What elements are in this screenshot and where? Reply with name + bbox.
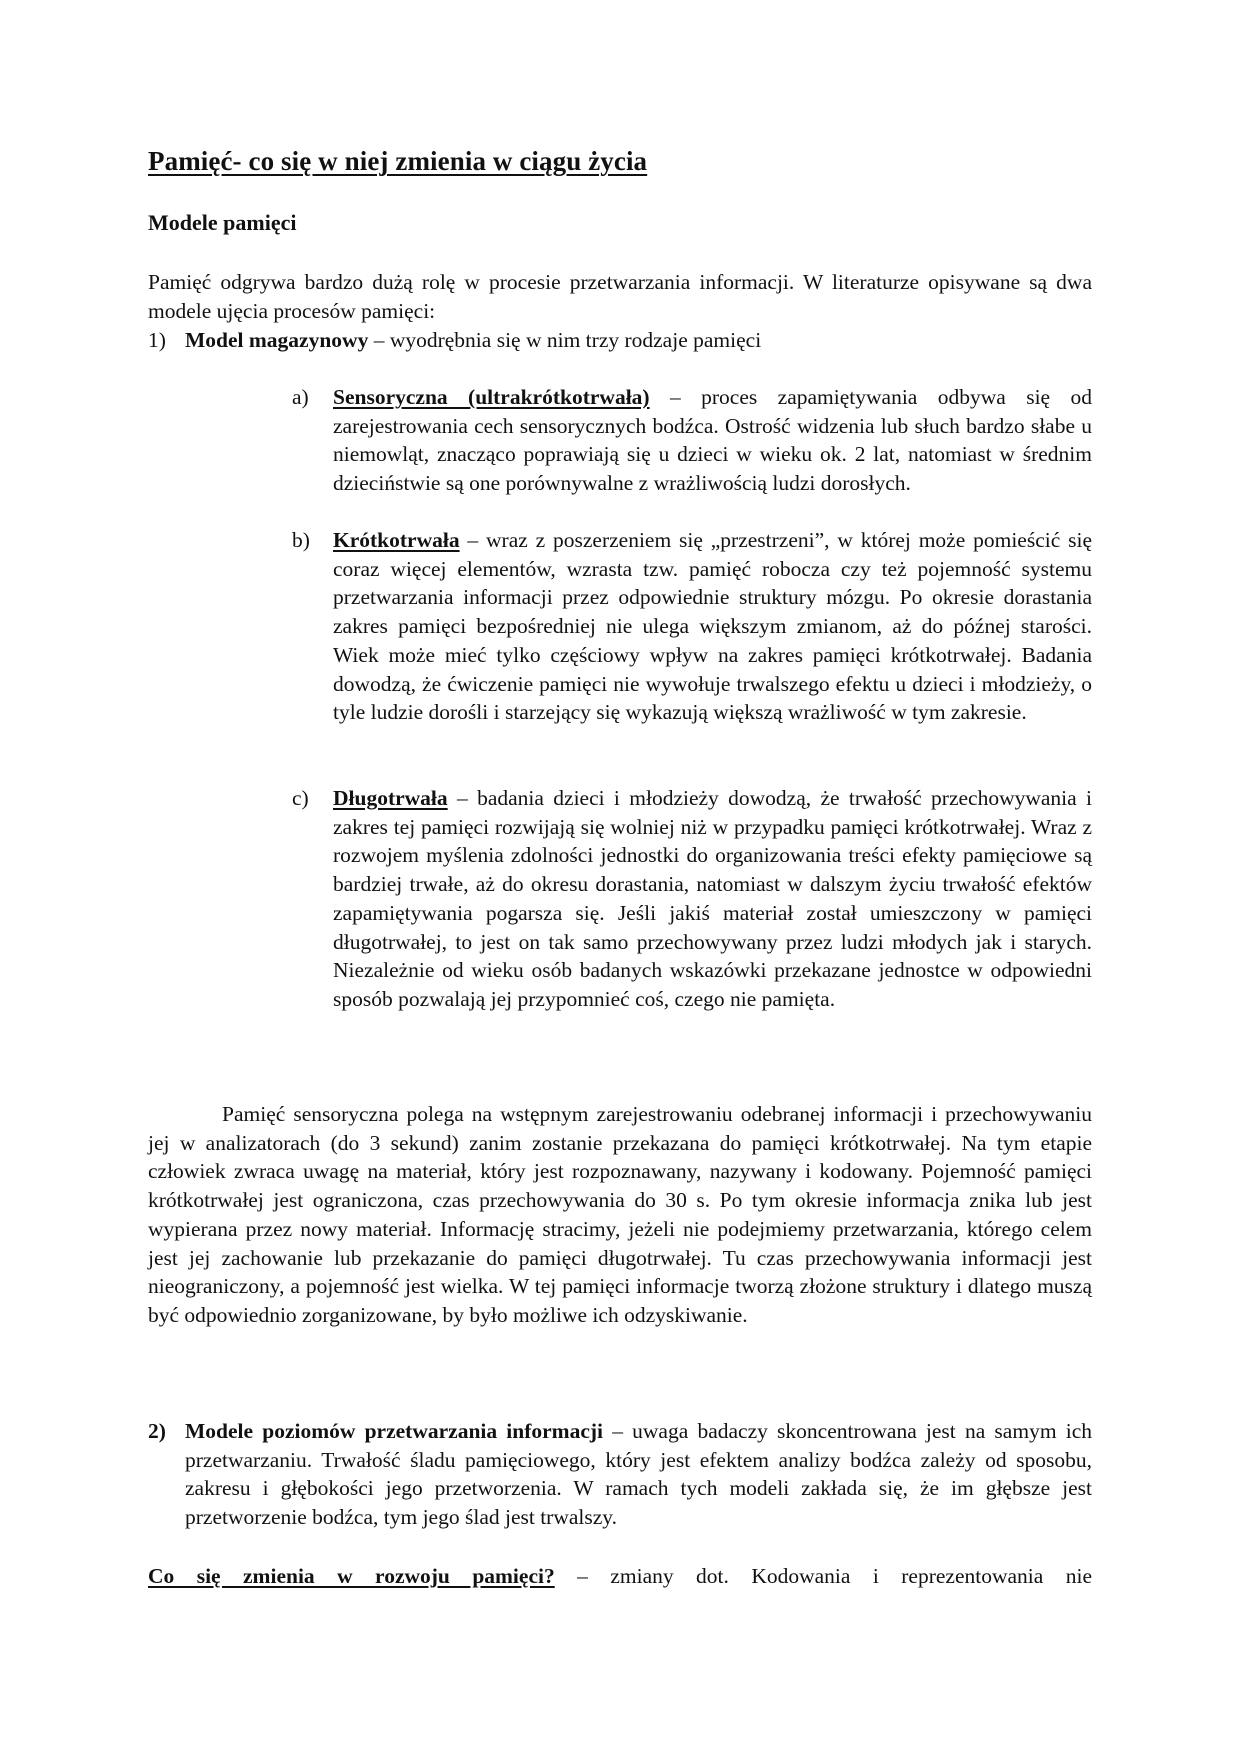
subitem-term: Długotrwała bbox=[333, 786, 448, 810]
subitem-text: – badania dzieci i młodzieży dowodzą, że trwałość przechowywania i zakres tej pamięci rozwijają się wolniej niż w przypadku pamięci krótkotrwałej. Wraz z rozwojem myślenia zdolności jednostki do organizowania treści efekty pamięciowe są bardziej trwałe, aż do okresu dorastania, natomiast w dalszym życiu trwałość efektów zapamiętywania pogarsza się. Jeśli jakiś materiał został umieszczony w pamięci długotrwałej, to jest on tak samo przechowywany przez ludzi młodych jak i starych. Niezależnie od wieku osób badanych wskazówki przekazane jednostce w odpowiedni sposób pozwalają jej przypomnieć coś, czego nie pamięta. bbox=[333, 786, 1092, 1011]
subitem-dlugotrwala bbox=[292, 784, 1092, 1014]
subitem-sensoryczna bbox=[292, 383, 1092, 498]
subitem-krotkotrwala bbox=[292, 526, 1092, 727]
subitem-term: Sensoryczna (ultrakrótkotrwała) bbox=[333, 385, 650, 409]
subitem-term: Krótkotrwała bbox=[333, 528, 460, 552]
subitem-marker: a) bbox=[292, 385, 309, 409]
document-title: Pamięć- co się w niej zmienia w ciągu życia bbox=[148, 146, 648, 176]
subitem-text: – wraz z poszerzeniem się „przestrzeni”, w której może pomieścić się coraz więcej elementów, wzrasta tzw. pamięć robocza czy też pojemność systemu przetwarzania informacji przez odpowiednie struktury mózgu. Po okresie dorastania zakres pamięci bezpośredniej nie ulega większym zmianom, aż do późnej starości. Wiek może mieć tylko częściowy wpływ na zakres pamięci krótkotrwałej. Badania dowodzą, że ćwiczenie pamięci nie wywołuje trwalszego efektu u dzieci i młodzieży, o tyle ludzie dorośli i starzejący się wykazują większą wrażliwość w tym zakresie. bbox=[333, 528, 1092, 725]
final-text: – zmiany dot. Kodowania i reprezentowania nie bbox=[554, 1564, 1092, 1588]
list-term: Model magazynowy bbox=[185, 328, 369, 352]
list-term: Modele poziomów przetwarzania informacji bbox=[185, 1419, 604, 1443]
list-text: – uwaga badaczy skoncentrowana jest na samym ich przetwarzaniu. Trwałość śladu pamięciowego, który jest efektem analizy bodźca zależy od sposobu, zakresu i głębokości jego przetworzenia. W ramach tych modeli zakłada się, że im głębsze jest przetworzenie bodźca, tym jego ślad jest trwalszy. bbox=[185, 1419, 1092, 1530]
subitem-text: – proces zapamiętywania odbywa się od zarejestrowania cech sensorycznych bodźca. Ostrość widzenia lub słuch bardzo słabe u niemowląt, znacząco poprawiają się u dzieci w wieku ok. 2 lat, natomiast w średnim dzieciństwie są one porównywalne z wrażliwością ludzi dorosłych. bbox=[333, 385, 1092, 496]
list-number: 1) bbox=[148, 328, 166, 352]
list-number: 2) bbox=[148, 1419, 166, 1443]
sensory-memory-paragraph: Pamięć sensoryczna polega na wstępnym zarejestrowaniu odebranej informacji i przechowywaniu jej w analizatorach (do 3 sekund) zanim zostanie przekazana do pamięci krótkotrwałej. Na tym etapie człowiek zwraca uwagę na materiał, który jest rozpoznawany, nazywany i kodowany. Pojemność pamięci krótkotrwałej jest ograniczona, czas przechowywania do 30 s. Po tym okresie informacja znika lub jest wypierana przez nowy materiał. Informację stracimy, jeżeli nie podejmiemy przetwarzania, którego celem jest jej zachowanie lub przekazanie do pamięci długotrwałej. Tu czas przechowywania informacji jest nieograniczony, a pojemność jest wielka. W tej pamięci informacje tworzą złożone struktury i dlatego muszą być odpowiednio zorganizowane, by było możliwe ich odzyskiwanie. bbox=[148, 1102, 1092, 1327]
subitem-marker: b) bbox=[292, 528, 310, 552]
final-paragraph bbox=[148, 1562, 1092, 1591]
intro-paragraph: Pamięć odgrywa bardzo dużą rolę w procesie przetwarzania informacji. W literaturze opisywane są dwa modele ujęcia procesów pamięci: bbox=[148, 270, 1092, 323]
list-text: – wyodrębnia się w nim trzy rodzaje pamięci bbox=[368, 328, 762, 352]
list-item-modele-poziomow bbox=[148, 1417, 1092, 1532]
final-heading: Co się zmienia w rozwoju pamięci? bbox=[148, 1564, 555, 1588]
list-item-model-magazynowy bbox=[148, 326, 1092, 355]
section-heading: Modele pamięci bbox=[148, 210, 297, 235]
subitem-marker: c) bbox=[292, 786, 309, 810]
